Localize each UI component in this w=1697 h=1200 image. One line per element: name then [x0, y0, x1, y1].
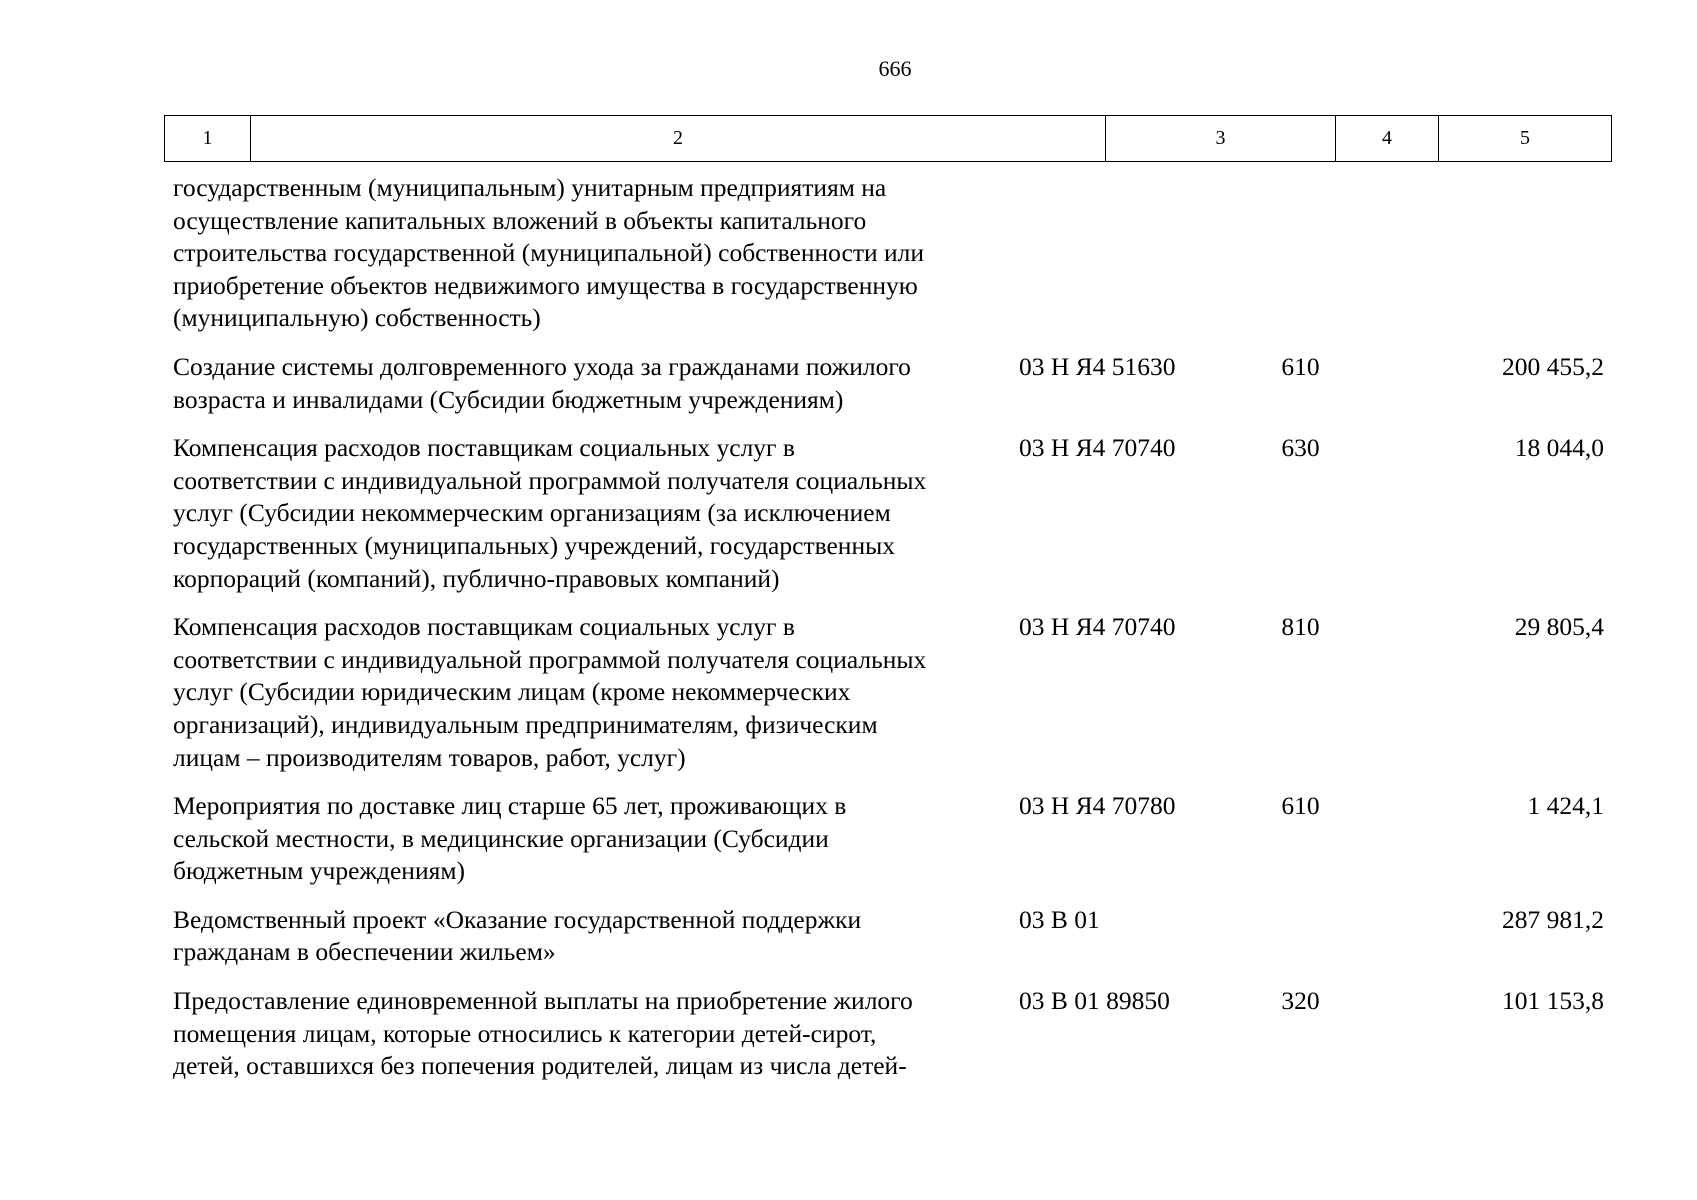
row-amount: 101 153,8: [1502, 986, 1604, 1016]
description-line: строительства государственной (муниципальной) собственности или: [173, 238, 925, 268]
row-amount: 18 044,0: [1514, 433, 1604, 463]
row-description: [78, 611, 1019, 774]
description-line: осуществление капитальных вложений в объекты капитального: [173, 205, 867, 235]
description-line: гражданам в обеспечении жильем»: [173, 937, 556, 967]
description-line: бюджетным учреждениям): [173, 856, 465, 886]
description-line: соответствии с индивидуальной программой получателя социальных: [173, 644, 927, 674]
description-line: Компенсация расходов поставщикам социальных услуг в: [173, 612, 795, 642]
description-line: услуг (Субсидии некоммерческим организациям (за исключением: [173, 498, 891, 528]
description-line: услуг (Субсидии юридическим лицам (кроме некоммерческих: [173, 677, 851, 707]
description-line: возраста и инвалидами (Субсидии бюджетным учреждениям): [173, 384, 844, 414]
description-line: корпораций (компаний), публично-правовых компаний): [173, 563, 780, 593]
row-amount: 1 424,1: [1527, 791, 1604, 821]
description-line: сельской местности, в медицинские организации (Субсидии: [173, 823, 829, 853]
description-line: государственным (муниципальным) унитарным предприятиям на: [173, 173, 887, 202]
header-col-5: 5: [1520, 127, 1530, 149]
row-description: [78, 904, 1019, 969]
description-line: детей, оставшихся без попечения родителей, лицам из числа детей-: [173, 1051, 907, 1081]
description-line: государственных (муниципальных) учреждений, государственных: [173, 530, 895, 560]
row-type: [1249, 172, 1352, 335]
row-code: 03 Н Я4 70780: [1019, 791, 1176, 821]
table-row: [164, 985, 1612, 1083]
header-col-3: 3: [1106, 116, 1336, 161]
description-line: соответствии с индивидуальной программой получателя социальных: [173, 465, 927, 495]
row-description: [78, 351, 1019, 416]
row-code: 03 В 01: [1019, 904, 1100, 934]
table-body: [164, 172, 1612, 1099]
row-amount: 29 805,4: [1514, 612, 1604, 642]
row-code: [1019, 172, 1249, 335]
row-type: 320: [1281, 986, 1320, 1016]
row-amount: 200 455,2: [1502, 351, 1604, 381]
header-col-4: 4: [1336, 116, 1439, 161]
description-line: Предоставление единовременной выплаты на приобретение жилого: [173, 986, 913, 1016]
row-description: [78, 432, 1019, 595]
row-code: 03 В 01 89850: [1019, 986, 1170, 1016]
page-number: 666: [878, 56, 912, 81]
row-type: 630: [1281, 433, 1320, 463]
row-code: 03 Н Я4 70740: [1019, 612, 1176, 642]
row-code: 03 Н Я4 51630: [1019, 351, 1176, 381]
table-row: [164, 904, 1612, 969]
table-row: [164, 172, 1612, 335]
table-row: [164, 790, 1612, 888]
header-col-2: 2: [251, 116, 1106, 161]
row-description: [78, 172, 1019, 335]
description-line: организаций), индивидуальным предпринимателям, физическим: [173, 709, 878, 739]
row-type: 810: [1281, 612, 1320, 642]
description-line: помещения лицам, которые относились к категории детей-сирот,: [173, 1018, 877, 1048]
row-amount: 287 981,2: [1502, 904, 1604, 934]
row-type: 610: [1281, 351, 1320, 381]
description-line: приобретение объектов недвижимого имущества в государственную: [173, 270, 918, 300]
row-amount: [1352, 172, 1612, 335]
table-header: [164, 115, 1612, 162]
table-row: [164, 611, 1612, 774]
description-line: Ведомственный проект «Оказание государственной поддержки: [173, 904, 862, 934]
row-type: [1249, 904, 1352, 969]
row-code: 03 Н Я4 70740: [1019, 433, 1176, 463]
row-description: [78, 985, 1019, 1083]
description-line: Компенсация расходов поставщикам социальных услуг в: [173, 433, 795, 463]
description-line: Мероприятия по доставке лиц старше 65 лет, проживающих в: [173, 791, 847, 821]
description-line: (муниципальную) собственность): [173, 303, 541, 333]
table-row: [164, 432, 1612, 595]
table-row: [164, 351, 1612, 416]
row-type: 610: [1281, 791, 1320, 821]
row-description: [78, 790, 1019, 888]
description-line: Создание системы долговременного ухода за гражданами пожилого: [173, 351, 911, 381]
description-line: лицам – производителям товаров, работ, услуг): [173, 742, 686, 772]
header-col-1: 1: [165, 116, 251, 161]
